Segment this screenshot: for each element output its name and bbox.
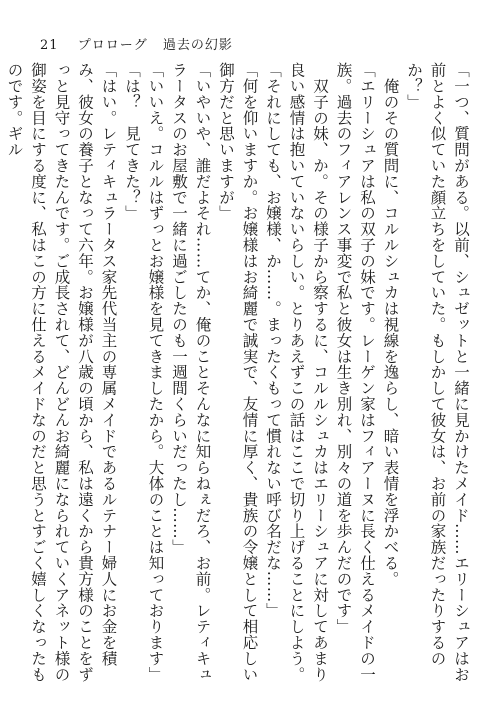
paragraph: 「いいえ。コルルはずっとお嬢様を見てきましたから。大体のことは知っております」 (146, 62, 165, 683)
paragraph: 「はい。レティキュラータス家先代当主の専属メイドであるルテナー婦人にお金を積み、彼女の養子となって六年。お嬢様が八歳の頃から、私は遠くから貴方様のことをずっと見守ってきたんです。ご成長されて、どんどんお綺麗になられていくアネット様の御姿を目にする度に、私はこの方に仕えるメイドなのだと思うとすごく嬉しくなったものです。ギル (5, 62, 118, 683)
paragraph: 俺のその質問に、コルルシュカは視線を逸らし、暗い表情を浮かべる。 (381, 62, 400, 587)
chapter-label: プロローグ (77, 38, 148, 53)
paragraph: 「一つ、質問がある。以前、シュゼットと一緒に見かけたメイド……エリーシュアはお前とよく似ていた顔立ちをしていた。もしかして彼女は、お前の家族だったりするのか？」 (405, 62, 470, 683)
page-number: 21 (40, 38, 59, 53)
chapter-title: 過去の幻影 (162, 38, 233, 53)
paragraph: 「それにしても、お嬢様、か……。まったくもって慣れない呼び名だな……」 (264, 62, 282, 619)
paragraph: 双子の妹、か。その様子から察するに、コルルシュカはエリーシュアに対してあまり良い感情は抱いていないらしい。とりあえずこの話はここで切り上げることにしよう。 (287, 62, 329, 683)
paragraph: 「いやいや、誰だよそれ……てか、俺のことそんなに知らねぇだろ、お前。レティキュラータスのお屋敷で一緒に過ごしたのも一週間くらいだったし……」 (170, 62, 212, 683)
paragraph: 「エリーシュアは私の双子の妹です。レーゲン家はフィアーヌに長く仕えるメイドの一族。過去のフィアレンス事変で私と彼女は生き別れ、別々の道を歩んだのです」 (334, 62, 376, 683)
paragraph: 「は？ 見てきた？」 (123, 62, 141, 221)
paragraph: 「何を仰いますか。お嬢様はお綺麗で誠実で、友情に厚く、貴族の令嬢として相応しい御方だと思いますが」 (217, 62, 259, 683)
body-text (5, 62, 472, 684)
running-head (40, 34, 233, 53)
